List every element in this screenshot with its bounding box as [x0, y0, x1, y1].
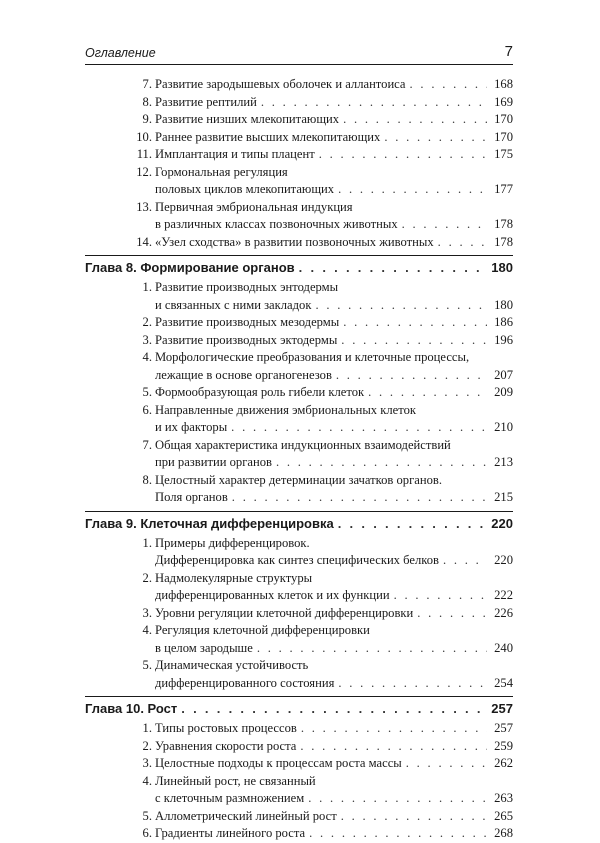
toc-section-entry	[135, 570, 513, 605]
toc-section-entry	[135, 94, 513, 112]
section-number: 4.	[142, 623, 152, 637]
entry-title-line: Направленные движения эмбриональных клеток	[155, 402, 416, 417]
toc-section-entry	[135, 825, 513, 843]
toc-chapter-entry	[85, 700, 513, 718]
dot-leader	[308, 790, 487, 808]
dot-leader	[443, 552, 487, 570]
entry-page-number: 177	[494, 182, 513, 196]
dot-leader	[338, 675, 487, 693]
entry-title-line: Целостный характер детерминации зачатков органов.	[155, 472, 442, 487]
toc-section-entry	[135, 76, 513, 94]
entry-page-number: 257	[491, 701, 513, 716]
entry-page-number: 220	[491, 515, 513, 531]
chapter-block	[85, 255, 513, 277]
section-number: 7.	[142, 77, 152, 91]
entry-page-number: 196	[494, 332, 513, 347]
dot-leader	[336, 367, 487, 385]
entry-title-line: Уравнения скорости роста	[155, 738, 297, 753]
entry-title-line: половых циклов млекопитающих	[155, 182, 335, 196]
entry-title-line: Аллометрический линейный рост	[155, 808, 337, 823]
toc-section-entry	[135, 164, 513, 199]
dot-leader	[276, 454, 487, 472]
toc-section-entry	[135, 234, 513, 252]
dot-leader	[338, 515, 487, 533]
entry-page-number: 175	[494, 147, 513, 161]
section-number: 9.	[142, 112, 152, 126]
dot-leader	[394, 587, 487, 605]
entry-title-line: с клеточным размножением	[155, 791, 305, 805]
entry-title-line: Развитие низших млекопитающих	[155, 112, 340, 126]
entry-page-number: 222	[494, 588, 513, 602]
toc-section-entry	[135, 199, 513, 234]
entry-page-number: 180	[494, 297, 513, 312]
entry-page-number: 170	[494, 112, 513, 126]
toc-section-entry	[135, 402, 513, 437]
entry-title-line: Поля органов	[155, 490, 228, 504]
entry-page-number: 169	[494, 94, 513, 109]
toc-section-entry	[135, 535, 513, 570]
dot-leader	[232, 489, 487, 507]
entry-title-line: Уровни регуляции клеточной дифференцировки	[155, 605, 414, 620]
dot-leader	[231, 419, 487, 437]
table-of-contents	[0, 76, 600, 843]
section-number: 3.	[142, 332, 152, 347]
toc-section-entry	[135, 437, 513, 472]
dot-leader	[438, 234, 487, 252]
entry-page-number: 210	[494, 420, 513, 434]
section-number: 10.	[136, 129, 152, 144]
header-title: Оглавление	[85, 46, 156, 60]
section-number: 1.	[142, 280, 152, 294]
entry-page-number: 262	[494, 756, 513, 770]
dot-leader	[343, 314, 487, 332]
section-number: 6.	[142, 826, 152, 840]
entry-title-line: Общая характеристика индукционных взаимодействий	[155, 437, 451, 452]
dot-leader	[410, 76, 487, 94]
entry-page-number: 213	[494, 455, 513, 469]
entry-page-number: 168	[494, 77, 513, 91]
entry-page-number: 259	[494, 738, 513, 753]
dot-leader	[300, 738, 487, 756]
dot-leader	[341, 332, 487, 350]
entry-title-line: Первичная эмбриональная индукция	[155, 199, 353, 214]
section-number: 6.	[142, 402, 152, 417]
dot-leader	[402, 216, 487, 234]
entry-title-line: Морфологические преобразования и клеточные процессы,	[155, 350, 470, 364]
dot-leader	[257, 640, 487, 658]
dot-leader	[384, 129, 487, 147]
toc-section-entry	[135, 808, 513, 826]
toc-section-entry	[135, 279, 513, 314]
toc-section-entry	[135, 738, 513, 756]
entry-page-number: 257	[494, 721, 513, 735]
entry-page-number: 178	[494, 234, 513, 249]
dot-leader	[338, 181, 487, 199]
entry-title-line: «Узел сходства» в развитии позвоночных животных	[155, 234, 434, 249]
dot-leader	[301, 720, 487, 738]
entry-title-line: Целостные подходы к процессам роста массы	[155, 756, 402, 770]
entry-page-number: 254	[494, 675, 513, 690]
dot-leader	[319, 146, 487, 164]
dot-leader	[368, 384, 487, 402]
toc-section-entry	[135, 384, 513, 402]
toc-section-entry	[135, 472, 513, 507]
entry-title-line: в целом зародыше	[155, 640, 253, 655]
chapter-block	[85, 696, 513, 718]
entry-title-line: Градиенты линейного роста	[155, 826, 306, 840]
toc-section-entry	[135, 129, 513, 147]
entry-title-line: Надмолекулярные структуры	[155, 570, 313, 585]
dot-leader	[181, 700, 487, 718]
running-header	[85, 44, 513, 65]
section-number: 4.	[142, 773, 152, 788]
toc-section-entry	[135, 622, 513, 657]
dot-leader	[341, 808, 487, 826]
section-number: 1.	[142, 721, 152, 735]
dot-leader	[299, 259, 487, 277]
toc-chapter-entry	[85, 515, 513, 533]
entry-page-number: 207	[494, 367, 513, 382]
entry-page-number: 170	[494, 129, 513, 144]
toc-section-entry	[135, 605, 513, 623]
section-number: 8.	[142, 94, 152, 109]
section-number: 5.	[142, 385, 152, 399]
chapter-block	[85, 511, 513, 533]
entry-title-line: Глава 10. Рост	[85, 701, 178, 716]
entry-page-number: 226	[494, 605, 513, 620]
toc-section-entry	[135, 146, 513, 164]
toc-section-entry	[135, 332, 513, 350]
section-number: 8.	[142, 472, 152, 487]
entry-title-line: при развитии органов	[155, 455, 272, 469]
entry-page-number: 178	[494, 217, 513, 231]
toc-section-entry	[135, 657, 513, 692]
page-number: 7	[504, 43, 513, 60]
entry-page-number: 186	[494, 315, 513, 329]
entry-page-number: 209	[494, 385, 513, 399]
dot-leader	[315, 297, 487, 315]
entry-title-line: Раннее развитие высших млекопитающих	[155, 129, 381, 144]
entry-title-line: и их факторы	[155, 420, 228, 434]
toc-section-entry	[135, 314, 513, 332]
section-number: 12.	[136, 164, 152, 179]
entry-title-line: Развитие производных мезодермы	[155, 315, 340, 329]
section-number: 4.	[142, 350, 152, 364]
entry-title-line: и связанных с ними закладок	[155, 297, 312, 312]
toc-section-entry	[135, 111, 513, 129]
section-number: 2.	[142, 570, 152, 585]
entry-page-number: 263	[494, 791, 513, 805]
entry-page-number: 265	[494, 808, 513, 823]
entry-title-line: Динамическая устойчивость	[155, 658, 309, 672]
entry-title-line: Развитие производных эктодермы	[155, 332, 338, 347]
entry-title-line: Регуляция клеточной дифференцировки	[155, 623, 370, 637]
section-number: 13.	[136, 199, 152, 214]
entry-title-line: Гормональная регуляция	[155, 164, 288, 179]
entry-page-number: 215	[494, 490, 513, 504]
section-number: 2.	[142, 738, 152, 753]
entry-title-line: Развитие зародышевых оболочек и аллантоиса	[155, 77, 406, 91]
toc-chapter-entry	[85, 259, 513, 277]
section-number: 14.	[136, 234, 152, 249]
entry-title-line: Дифференцировка как синтез специфических белков	[155, 553, 439, 567]
entry-page-number: 180	[491, 260, 513, 275]
entry-title-line: дифференцированных клеток и их функции	[155, 588, 390, 602]
entry-title-line: лежащие в основе органогенезов	[155, 367, 332, 382]
dot-leader	[406, 755, 487, 773]
entry-page-number: 268	[494, 826, 513, 840]
dot-leader	[309, 825, 487, 843]
entry-title-line: Глава 8. Формирование органов	[85, 260, 295, 275]
entry-title-line: Линейный рост, не связанный	[155, 773, 316, 788]
entry-title-line: Глава 9. Клеточная дифференцировка	[85, 515, 334, 531]
section-number: 5.	[142, 658, 152, 672]
entry-title-line: дифференцированного состояния	[155, 675, 335, 690]
section-number: 2.	[142, 315, 152, 329]
dot-leader	[261, 94, 487, 112]
entry-page-number: 240	[494, 640, 513, 655]
entry-title-line: Примеры дифференцировок.	[155, 535, 310, 550]
entry-title-line: Развитие рептилий	[155, 94, 257, 109]
toc-section-entry	[135, 755, 513, 773]
section-number: 7.	[142, 437, 152, 452]
section-number: 3.	[142, 756, 152, 770]
section-number: 3.	[142, 605, 152, 620]
entry-title-line: Типы ростовых процессов	[155, 721, 297, 735]
entry-title-line: Имплантация и типы плацент	[155, 147, 315, 161]
section-number: 11.	[136, 147, 152, 161]
entry-title-line: Развитие производных энтодермы	[155, 280, 339, 294]
entry-title-line: в различных классах позвоночных животных	[155, 217, 398, 231]
toc-section-entry	[135, 773, 513, 808]
entry-page-number: 220	[494, 553, 513, 567]
section-number: 1.	[142, 535, 152, 550]
dot-leader	[417, 605, 487, 623]
entry-title-line: Формообразующая роль гибели клеток	[155, 385, 365, 399]
section-number: 5.	[142, 808, 152, 823]
toc-section-entry	[135, 720, 513, 738]
dot-leader	[343, 111, 487, 129]
toc-section-entry	[135, 349, 513, 384]
